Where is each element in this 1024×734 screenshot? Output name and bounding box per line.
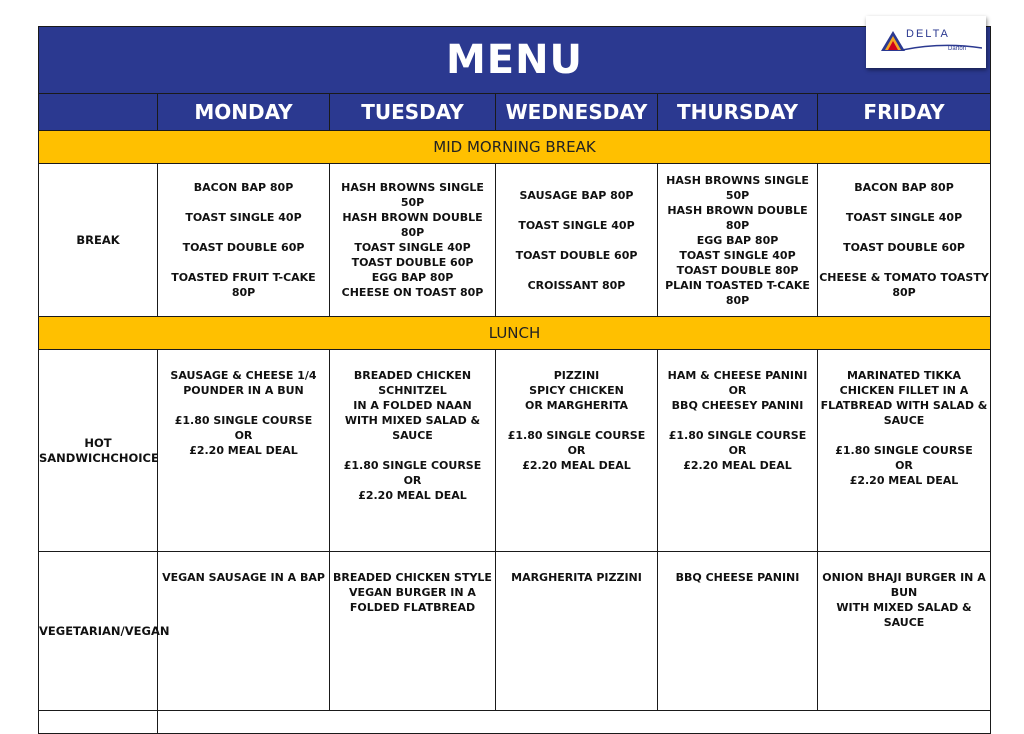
- menu-line: BREAK: [76, 232, 120, 247]
- row-break: [39, 164, 991, 317]
- menu-cell-hot-thursday: [658, 350, 818, 552]
- menu-line: POUNDER IN A BUN: [183, 384, 304, 397]
- menu-line: TOAST SINGLE 40P: [679, 248, 796, 262]
- menu-line: SPICY CHICKEN: [529, 384, 624, 397]
- menu-table: [38, 26, 991, 734]
- menu-line: VEGAN BURGER IN A: [349, 586, 476, 599]
- menu-line: OR: [895, 459, 913, 472]
- menu-line: £1.80 SINGLE COURSE: [668, 429, 807, 442]
- menu-line: SAUSAGE & CHEESE 1/4: [170, 369, 317, 382]
- menu-line: 50P: [400, 196, 425, 209]
- menu-cell-veg-friday: [818, 552, 991, 711]
- menu-line: OR: [728, 444, 747, 457]
- menu-line: CHICKEN FILLET IN A: [839, 384, 969, 397]
- line-gap: [330, 443, 495, 458]
- menu-cell-hot-tuesday: [330, 350, 496, 552]
- logo-sub: Darton: [948, 46, 967, 52]
- band-lunch: LUNCH: [39, 317, 991, 350]
- band-mid-morning-break: MID MORNING BREAK: [39, 131, 991, 164]
- menu-line: HOT SANDWICH: [39, 435, 112, 465]
- menu-line: TOAST SINGLE 40P: [845, 211, 963, 224]
- menu-line: PIZZINI: [553, 369, 600, 382]
- day-header-wednesday: WEDNESDAY: [496, 94, 658, 131]
- menu-line: BUN: [890, 586, 918, 599]
- menu-line: CROISSANT 80P: [527, 278, 626, 292]
- menu-line: £1.80 SINGLE COURSE: [835, 444, 973, 457]
- line-gap: [818, 255, 990, 270]
- menu-line: TOAST DOUBLE 60P: [843, 241, 965, 254]
- line-gap: [496, 203, 657, 218]
- menu-line: BBQ CHEESE PANINI: [675, 571, 800, 584]
- menu-line: HASH BROWN DOUBLE: [667, 203, 808, 217]
- menu-line: VEGAN: [124, 623, 170, 638]
- menu-line: FOLDED FLATBREAD: [349, 601, 476, 614]
- menu-line: BREADED CHICKEN STYLE: [333, 571, 492, 584]
- menu-line: ONION BHAJI BURGER IN A: [822, 571, 986, 584]
- menu-line: £1.80 SINGLE COURSE: [507, 429, 646, 442]
- menu-cell-veg-monday: [158, 552, 330, 711]
- menu-line: £2.20 MEAL DEAL: [683, 459, 792, 472]
- menu-line: MARGHERITA PIZZINI: [511, 571, 642, 584]
- menu-line: £1.80 SINGLE COURSE: [343, 459, 482, 472]
- menu-line: BBQ CHEESEY PANINI: [671, 399, 804, 412]
- menu-line: 80P: [725, 218, 750, 232]
- menu-line: SCHNITZEL: [378, 384, 447, 397]
- line-gap: [818, 225, 990, 240]
- line-gap: [496, 233, 657, 248]
- menu-line: 50P: [725, 188, 750, 202]
- menu-line: HAM & CHEESE PANINI: [667, 369, 808, 382]
- line-gap: [158, 225, 329, 240]
- menu-line: WITH MIXED SALAD &: [836, 601, 972, 614]
- line-gap: [496, 263, 657, 278]
- menu-line: HASH BROWNS SINGLE: [341, 181, 484, 194]
- menu-line: TOASTED FRUIT T-CAKE 80P: [171, 271, 316, 299]
- menu-line: FLATBREAD WITH SALAD &: [820, 399, 988, 412]
- menu-line: CHEESE & TOMATO TOASTY: [819, 271, 989, 284]
- menu-line: CHEESE ON TOAST 80P: [341, 286, 484, 299]
- line-gap: [158, 255, 329, 270]
- menu-line: OR: [234, 429, 253, 442]
- logo-swoosh-icon: [902, 42, 982, 52]
- menu-line: TOAST DOUBLE 60P: [515, 248, 638, 262]
- menu-line: MARINATED TIKKA: [846, 369, 962, 382]
- menu-line: 80P: [725, 293, 750, 307]
- menu-line: VEGETARIAN/: [39, 623, 125, 638]
- footer-cell: [158, 711, 991, 734]
- logo-word: DELTA: [906, 28, 950, 40]
- menu-cell-break-monday: [158, 164, 330, 317]
- row-label-veg: [39, 552, 170, 711]
- menu-line: WITH MIXED SALAD &: [344, 414, 481, 427]
- page-title: MENU: [39, 27, 991, 94]
- menu-line: £2.20 MEAL DEAL: [358, 489, 467, 502]
- menu-line: 80P: [892, 286, 916, 299]
- menu-cell-break-tuesday: [330, 164, 496, 317]
- menu-line: EGG BAP 80P: [696, 233, 779, 247]
- menu-cell-hot-friday: [818, 350, 991, 552]
- menu-line: £2.20 MEAL DEAL: [522, 459, 631, 472]
- menu-line: TOAST SINGLE 40P: [354, 241, 471, 254]
- menu-line: TOAST SINGLE 40P: [185, 211, 302, 224]
- blank-header-cell: [39, 94, 158, 131]
- menu-line: £2.20 MEAL DEAL: [849, 474, 959, 487]
- menu-line: BACON BAP 80P: [854, 181, 954, 194]
- menu-line: BREADED CHICKEN: [353, 369, 472, 382]
- menu-cell-veg-wednesday: [496, 552, 658, 711]
- day-header-thursday: THURSDAY: [658, 94, 818, 131]
- menu-cell-break-thursday: [658, 164, 818, 317]
- menu-line: TOAST DOUBLE 60P: [351, 256, 474, 269]
- menu-line: £2.20 MEAL DEAL: [189, 444, 298, 457]
- menu-line: OR: [567, 444, 586, 457]
- menu-cell-veg-tuesday: [330, 552, 496, 711]
- menu-line: SAUCE: [883, 616, 925, 629]
- menu-line: SAUSAGE BAP 80P: [519, 188, 634, 202]
- menu-line: OR: [403, 474, 422, 487]
- menu-line: IN A FOLDED NAAN: [353, 399, 472, 412]
- menu-line: PLAIN TOASTED T-CAKE: [665, 278, 810, 292]
- line-gap: [158, 398, 329, 413]
- row-label-break: [39, 164, 158, 317]
- menu-line: HASH BROWN DOUBLE 80P: [342, 211, 483, 239]
- menu-line: TOAST DOUBLE 60P: [182, 241, 305, 254]
- menu-line: BACON BAP 80P: [193, 181, 294, 194]
- menu-line: VEGAN SAUSAGE IN A BAP: [162, 571, 325, 584]
- menu-line: HASH BROWNS SINGLE: [666, 173, 809, 187]
- menu-cell-break-friday: [818, 164, 991, 317]
- day-header-tuesday: TUESDAY: [330, 94, 496, 131]
- row-footer-empty: [39, 711, 991, 734]
- line-gap: [658, 413, 817, 428]
- delta-logo: [866, 16, 986, 68]
- menu-line: £1.80 SINGLE COURSE: [174, 414, 313, 427]
- menu-line: TOAST DOUBLE 80P: [676, 263, 799, 277]
- day-header-friday: FRIDAY: [818, 94, 991, 131]
- footer-cell-label: [39, 711, 158, 734]
- menu-line: SAUCE: [883, 414, 925, 427]
- menu-line: TOAST SINGLE 40P: [518, 218, 635, 232]
- row-vegetarian: [39, 552, 991, 711]
- menu-line: CHOICE: [110, 450, 159, 465]
- line-gap: [496, 413, 657, 428]
- menu-cell-break-wednesday: [496, 164, 658, 317]
- line-gap: [158, 195, 329, 210]
- menu-cell-hot-wednesday: [496, 350, 658, 552]
- menu-line: OR: [728, 384, 747, 397]
- menu-line: EGG BAP 80P: [371, 271, 454, 284]
- row-hot-sandwich: [39, 350, 991, 552]
- row-label-hot: [39, 350, 158, 552]
- line-gap: [818, 195, 990, 210]
- menu-line: OR MARGHERITA: [524, 399, 629, 412]
- day-header-monday: MONDAY: [158, 94, 330, 131]
- menu-cell-hot-monday: [158, 350, 330, 552]
- menu-cell-veg-thursday: [658, 552, 818, 711]
- line-gap: [818, 428, 990, 443]
- menu-line: SAUCE: [392, 429, 433, 442]
